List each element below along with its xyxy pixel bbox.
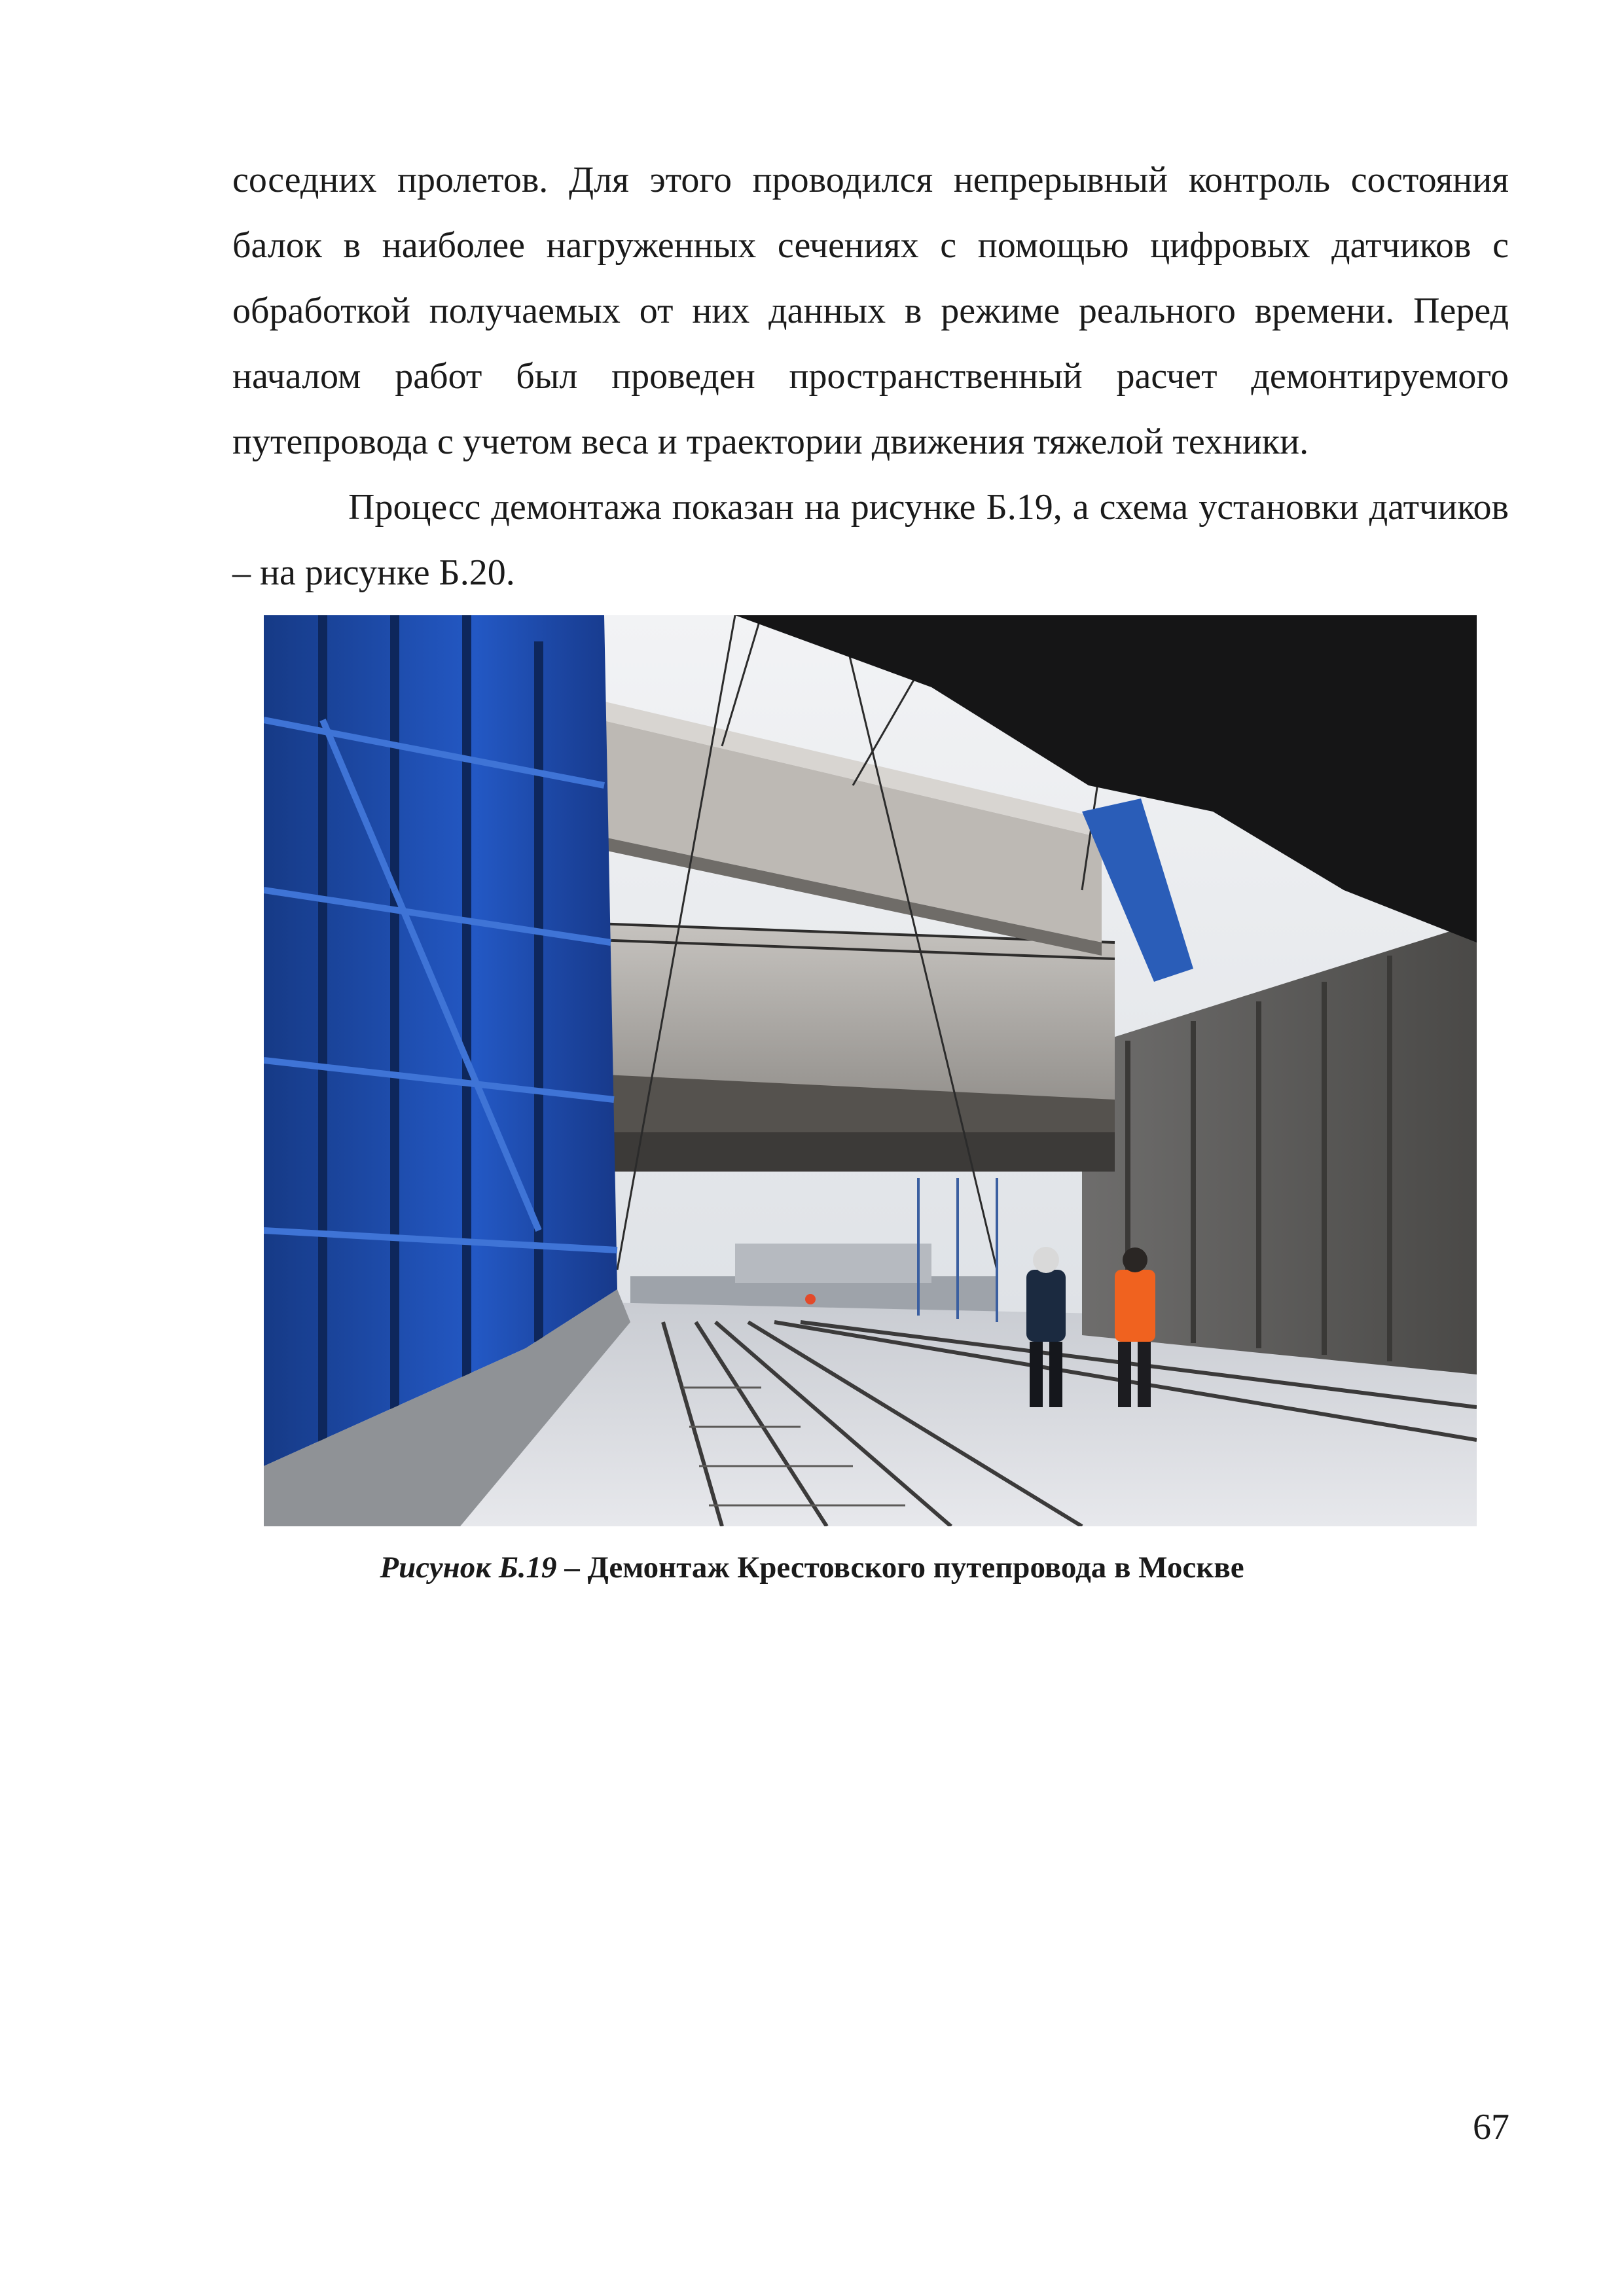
figure-caption	[0, 1545, 1624, 1590]
caption-separator: –	[556, 1551, 588, 1585]
paragraph: соседних пролетов. Для этого проводился непрерывный контроль состояния балок в наиболее нагруженных сечениях с помощью цифровых датчиков с обработкой получаемых от них данных в режиме реального времени. Перед началом работ был проведен пространственный расчет демонтируемого путепровода с учетом веса и траектории движения тяжелой техники.	[232, 160, 1509, 462]
page-number: 67	[1473, 2107, 1509, 2147]
body-text	[232, 147, 1509, 605]
caption-label: Рисунок Б.19	[380, 1551, 557, 1585]
caption-title: Демонтаж Крестовского путепровода в Москве	[587, 1551, 1244, 1585]
figure-photo	[264, 615, 1477, 1526]
paragraph: Процесс демонтажа показан на рисунке Б.19, а схема установки датчиков – на рисунке Б.20.	[232, 487, 1509, 593]
demolition-photo	[264, 615, 1477, 1526]
